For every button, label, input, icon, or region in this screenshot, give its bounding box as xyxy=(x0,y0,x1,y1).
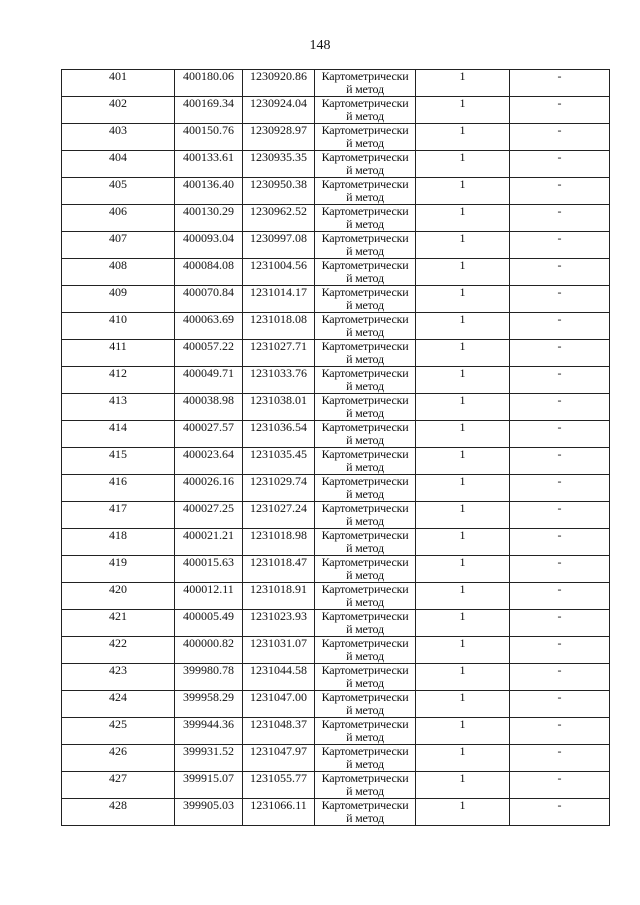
y-coordinate-cell: 1231031.07 xyxy=(243,637,315,664)
table-row xyxy=(62,205,610,232)
note-cell: - xyxy=(510,475,610,502)
table-row xyxy=(62,421,610,448)
point-number-cell: 402 xyxy=(62,97,175,124)
method-line-1: Картометрически xyxy=(321,96,409,110)
x-coordinate-cell: 400027.57 xyxy=(175,421,243,448)
point-number-cell: 414 xyxy=(62,421,175,448)
method-line-1: Картометрически xyxy=(321,636,409,650)
table-row xyxy=(62,502,610,529)
method-line-2: й метод xyxy=(346,82,384,96)
x-coordinate-cell: 400023.64 xyxy=(175,448,243,475)
point-number-cell: 425 xyxy=(62,718,175,745)
note-cell: - xyxy=(510,502,610,529)
method-line-1: Картометрически xyxy=(321,366,409,380)
table-row xyxy=(62,259,610,286)
point-number-cell: 410 xyxy=(62,313,175,340)
method-line-2: й метод xyxy=(346,514,384,528)
method-line-2: й метод xyxy=(346,811,384,825)
x-coordinate-cell: 400026.16 xyxy=(175,475,243,502)
table-row xyxy=(62,556,610,583)
y-coordinate-cell: 1231018.98 xyxy=(243,529,315,556)
note-cell: - xyxy=(510,151,610,178)
x-coordinate-cell: 400169.34 xyxy=(175,97,243,124)
method-line-1: Картометрически xyxy=(321,528,409,542)
accuracy-cell: 1 xyxy=(416,340,510,367)
method-line-1: Картометрически xyxy=(321,582,409,596)
method-line-1: Картометрически xyxy=(321,690,409,704)
x-coordinate-cell: 400015.63 xyxy=(175,556,243,583)
y-coordinate-cell: 1231055.77 xyxy=(243,772,315,799)
method-line-2: й метод xyxy=(346,649,384,663)
method-line-1: Картометрически xyxy=(321,150,409,164)
method-line-2: й метод xyxy=(346,352,384,366)
method-line-2: й метод xyxy=(346,136,384,150)
point-number-cell: 423 xyxy=(62,664,175,691)
coordinates-table-body xyxy=(62,70,610,826)
method-cell xyxy=(315,286,416,313)
table-row xyxy=(62,529,610,556)
note-cell: - xyxy=(510,394,610,421)
method-line-1: Картометрически xyxy=(321,420,409,434)
x-coordinate-cell: 400150.76 xyxy=(175,124,243,151)
method-cell xyxy=(315,340,416,367)
point-number-cell: 412 xyxy=(62,367,175,394)
method-line-1: Картометрически xyxy=(321,771,409,785)
method-cell xyxy=(315,745,416,772)
page-number: 148 xyxy=(309,38,331,53)
table-row xyxy=(62,718,610,745)
x-coordinate-cell: 400000.82 xyxy=(175,637,243,664)
note-cell: - xyxy=(510,421,610,448)
x-coordinate-cell: 400038.98 xyxy=(175,394,243,421)
method-line-2: й метод xyxy=(346,190,384,204)
point-number-cell: 405 xyxy=(62,178,175,205)
method-cell xyxy=(315,421,416,448)
accuracy-cell: 1 xyxy=(416,259,510,286)
method-line-1: Картометрически xyxy=(321,447,409,461)
method-cell xyxy=(315,772,416,799)
x-coordinate-cell: 399905.03 xyxy=(175,799,243,826)
accuracy-cell: 1 xyxy=(416,394,510,421)
point-number-cell: 404 xyxy=(62,151,175,178)
method-line-1: Картометрически xyxy=(321,231,409,245)
accuracy-cell: 1 xyxy=(416,70,510,97)
note-cell: - xyxy=(510,637,610,664)
accuracy-cell: 1 xyxy=(416,286,510,313)
method-line-1: Картометрически xyxy=(321,744,409,758)
y-coordinate-cell: 1231018.91 xyxy=(243,583,315,610)
method-cell xyxy=(315,313,416,340)
point-number-cell: 426 xyxy=(62,745,175,772)
point-number-cell: 417 xyxy=(62,502,175,529)
point-number-cell: 418 xyxy=(62,529,175,556)
y-coordinate-cell: 1231014.17 xyxy=(243,286,315,313)
note-cell: - xyxy=(510,799,610,826)
note-cell: - xyxy=(510,70,610,97)
table-row xyxy=(62,97,610,124)
table-row xyxy=(62,799,610,826)
y-coordinate-cell: 1231033.76 xyxy=(243,367,315,394)
accuracy-cell: 1 xyxy=(416,97,510,124)
y-coordinate-cell: 1230924.04 xyxy=(243,97,315,124)
note-cell: - xyxy=(510,529,610,556)
accuracy-cell: 1 xyxy=(416,421,510,448)
method-line-1: Картометрически xyxy=(321,177,409,191)
note-cell: - xyxy=(510,178,610,205)
point-number-cell: 416 xyxy=(62,475,175,502)
method-line-1: Картометрически xyxy=(321,258,409,272)
x-coordinate-cell: 400057.22 xyxy=(175,340,243,367)
method-cell xyxy=(315,70,416,97)
accuracy-cell: 1 xyxy=(416,637,510,664)
method-line-2: й метод xyxy=(346,676,384,690)
y-coordinate-cell: 1231048.37 xyxy=(243,718,315,745)
y-coordinate-cell: 1231018.47 xyxy=(243,556,315,583)
note-cell: - xyxy=(510,718,610,745)
y-coordinate-cell: 1231023.93 xyxy=(243,610,315,637)
x-coordinate-cell: 400070.84 xyxy=(175,286,243,313)
point-number-cell: 401 xyxy=(62,70,175,97)
note-cell: - xyxy=(510,691,610,718)
note-cell: - xyxy=(510,286,610,313)
note-cell: - xyxy=(510,772,610,799)
note-cell: - xyxy=(510,97,610,124)
point-number-cell: 419 xyxy=(62,556,175,583)
method-cell xyxy=(315,799,416,826)
accuracy-cell: 1 xyxy=(416,448,510,475)
point-number-cell: 421 xyxy=(62,610,175,637)
table-row xyxy=(62,610,610,637)
accuracy-cell: 1 xyxy=(416,556,510,583)
method-line-1: Картометрически xyxy=(321,123,409,137)
method-line-1: Картометрически xyxy=(321,312,409,326)
accuracy-cell: 1 xyxy=(416,232,510,259)
note-cell: - xyxy=(510,259,610,286)
method-line-2: й метод xyxy=(346,406,384,420)
method-cell xyxy=(315,448,416,475)
method-line-1: Картометрически xyxy=(321,69,409,83)
method-line-1: Картометрически xyxy=(321,285,409,299)
x-coordinate-cell: 400005.49 xyxy=(175,610,243,637)
table-row xyxy=(62,691,610,718)
accuracy-cell: 1 xyxy=(416,772,510,799)
table-row xyxy=(62,745,610,772)
y-coordinate-cell: 1231047.00 xyxy=(243,691,315,718)
note-cell: - xyxy=(510,610,610,637)
method-line-1: Картометрически xyxy=(321,501,409,515)
table-row xyxy=(62,664,610,691)
x-coordinate-cell: 400136.40 xyxy=(175,178,243,205)
method-line-2: й метод xyxy=(346,298,384,312)
method-cell xyxy=(315,124,416,151)
method-line-2: й метод xyxy=(346,541,384,555)
accuracy-cell: 1 xyxy=(416,313,510,340)
x-coordinate-cell: 399915.07 xyxy=(175,772,243,799)
y-coordinate-cell: 1230928.97 xyxy=(243,124,315,151)
note-cell: - xyxy=(510,556,610,583)
note-cell: - xyxy=(510,124,610,151)
method-line-2: й метод xyxy=(346,622,384,636)
note-cell: - xyxy=(510,583,610,610)
point-number-cell: 424 xyxy=(62,691,175,718)
method-cell xyxy=(315,259,416,286)
accuracy-cell: 1 xyxy=(416,124,510,151)
method-line-1: Картометрически xyxy=(321,474,409,488)
method-line-2: й метод xyxy=(346,163,384,177)
table-row xyxy=(62,70,610,97)
method-cell xyxy=(315,610,416,637)
table-row xyxy=(62,313,610,340)
accuracy-cell: 1 xyxy=(416,718,510,745)
method-line-2: й метод xyxy=(346,568,384,582)
x-coordinate-cell: 399958.29 xyxy=(175,691,243,718)
note-cell: - xyxy=(510,745,610,772)
accuracy-cell: 1 xyxy=(416,178,510,205)
y-coordinate-cell: 1230920.86 xyxy=(243,70,315,97)
method-cell xyxy=(315,178,416,205)
point-number-cell: 422 xyxy=(62,637,175,664)
method-line-2: й метод xyxy=(346,217,384,231)
note-cell: - xyxy=(510,367,610,394)
table-row xyxy=(62,367,610,394)
table-row xyxy=(62,178,610,205)
point-number-cell: 406 xyxy=(62,205,175,232)
method-cell xyxy=(315,394,416,421)
x-coordinate-cell: 400133.61 xyxy=(175,151,243,178)
method-line-2: й метод xyxy=(346,244,384,258)
method-line-1: Картометрически xyxy=(321,339,409,353)
note-cell: - xyxy=(510,205,610,232)
x-coordinate-cell: 400084.08 xyxy=(175,259,243,286)
table-row xyxy=(62,448,610,475)
y-coordinate-cell: 1231027.24 xyxy=(243,502,315,529)
method-cell xyxy=(315,691,416,718)
table-row xyxy=(62,583,610,610)
method-line-1: Картометрически xyxy=(321,393,409,407)
method-cell xyxy=(315,556,416,583)
method-cell xyxy=(315,637,416,664)
method-line-2: й метод xyxy=(346,487,384,501)
method-cell xyxy=(315,151,416,178)
table-row xyxy=(62,475,610,502)
accuracy-cell: 1 xyxy=(416,664,510,691)
table-row xyxy=(62,394,610,421)
method-line-2: й метод xyxy=(346,271,384,285)
y-coordinate-cell: 1230962.52 xyxy=(243,205,315,232)
y-coordinate-cell: 1231035.45 xyxy=(243,448,315,475)
y-coordinate-cell: 1231044.58 xyxy=(243,664,315,691)
accuracy-cell: 1 xyxy=(416,691,510,718)
coordinates-table xyxy=(61,69,610,826)
x-coordinate-cell: 400180.06 xyxy=(175,70,243,97)
point-number-cell: 408 xyxy=(62,259,175,286)
y-coordinate-cell: 1230997.08 xyxy=(243,232,315,259)
x-coordinate-cell: 400049.71 xyxy=(175,367,243,394)
y-coordinate-cell: 1231038.01 xyxy=(243,394,315,421)
table-row xyxy=(62,286,610,313)
method-cell xyxy=(315,529,416,556)
method-line-2: й метод xyxy=(346,433,384,447)
x-coordinate-cell: 400021.21 xyxy=(175,529,243,556)
accuracy-cell: 1 xyxy=(416,745,510,772)
accuracy-cell: 1 xyxy=(416,583,510,610)
y-coordinate-cell: 1231004.56 xyxy=(243,259,315,286)
method-cell xyxy=(315,583,416,610)
accuracy-cell: 1 xyxy=(416,799,510,826)
y-coordinate-cell: 1231027.71 xyxy=(243,340,315,367)
note-cell: - xyxy=(510,232,610,259)
method-line-1: Картометрически xyxy=(321,663,409,677)
accuracy-cell: 1 xyxy=(416,610,510,637)
note-cell: - xyxy=(510,448,610,475)
accuracy-cell: 1 xyxy=(416,502,510,529)
point-number-cell: 407 xyxy=(62,232,175,259)
method-line-2: й метод xyxy=(346,595,384,609)
x-coordinate-cell: 400027.25 xyxy=(175,502,243,529)
y-coordinate-cell: 1231036.54 xyxy=(243,421,315,448)
y-coordinate-cell: 1230950.38 xyxy=(243,178,315,205)
x-coordinate-cell: 400012.11 xyxy=(175,583,243,610)
x-coordinate-cell: 399931.52 xyxy=(175,745,243,772)
method-line-2: й метод xyxy=(346,379,384,393)
method-cell xyxy=(315,232,416,259)
x-coordinate-cell: 400063.69 xyxy=(175,313,243,340)
accuracy-cell: 1 xyxy=(416,529,510,556)
y-coordinate-cell: 1231029.74 xyxy=(243,475,315,502)
method-line-1: Картометрически xyxy=(321,555,409,569)
x-coordinate-cell: 400093.04 xyxy=(175,232,243,259)
point-number-cell: 413 xyxy=(62,394,175,421)
point-number-cell: 409 xyxy=(62,286,175,313)
method-line-2: й метод xyxy=(346,460,384,474)
method-line-2: й метод xyxy=(346,703,384,717)
y-coordinate-cell: 1231018.08 xyxy=(243,313,315,340)
y-coordinate-cell: 1230935.35 xyxy=(243,151,315,178)
x-coordinate-cell: 399944.36 xyxy=(175,718,243,745)
method-line-2: й метод xyxy=(346,784,384,798)
method-line-1: Картометрически xyxy=(321,798,409,812)
accuracy-cell: 1 xyxy=(416,367,510,394)
y-coordinate-cell: 1231047.97 xyxy=(243,745,315,772)
method-line-1: Картометрически xyxy=(321,204,409,218)
y-coordinate-cell: 1231066.11 xyxy=(243,799,315,826)
method-cell xyxy=(315,664,416,691)
method-line-1: Картометрически xyxy=(321,717,409,731)
method-line-2: й метод xyxy=(346,757,384,771)
table-row xyxy=(62,151,610,178)
table-row xyxy=(62,232,610,259)
method-cell xyxy=(315,97,416,124)
table-row xyxy=(62,772,610,799)
point-number-cell: 415 xyxy=(62,448,175,475)
method-cell xyxy=(315,502,416,529)
point-number-cell: 420 xyxy=(62,583,175,610)
method-line-1: Картометрически xyxy=(321,609,409,623)
method-cell xyxy=(315,475,416,502)
method-line-2: й метод xyxy=(346,109,384,123)
note-cell: - xyxy=(510,340,610,367)
method-line-2: й метод xyxy=(346,730,384,744)
table-row xyxy=(62,124,610,151)
point-number-cell: 427 xyxy=(62,772,175,799)
method-line-2: й метод xyxy=(346,325,384,339)
method-cell xyxy=(315,205,416,232)
point-number-cell: 411 xyxy=(62,340,175,367)
x-coordinate-cell: 400130.29 xyxy=(175,205,243,232)
x-coordinate-cell: 399980.78 xyxy=(175,664,243,691)
accuracy-cell: 1 xyxy=(416,151,510,178)
note-cell: - xyxy=(510,313,610,340)
accuracy-cell: 1 xyxy=(416,205,510,232)
point-number-cell: 428 xyxy=(62,799,175,826)
method-cell xyxy=(315,718,416,745)
table-row xyxy=(62,340,610,367)
method-cell xyxy=(315,367,416,394)
accuracy-cell: 1 xyxy=(416,475,510,502)
table-row xyxy=(62,637,610,664)
note-cell: - xyxy=(510,664,610,691)
point-number-cell: 403 xyxy=(62,124,175,151)
